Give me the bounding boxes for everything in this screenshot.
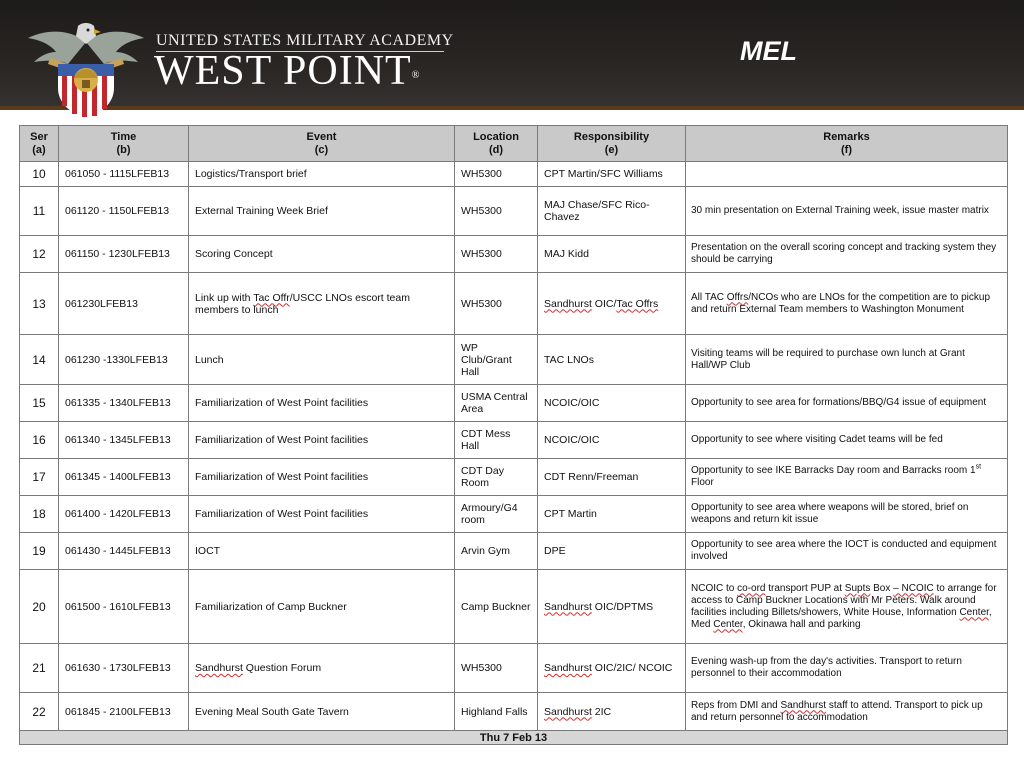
ser-cell: 21 [20, 644, 59, 693]
remarks-cell [686, 162, 1008, 187]
table-row [20, 273, 1008, 335]
time-cell: 061845 - 2100LFEB13 [59, 693, 189, 731]
event-cell: Sandhurst Question Forum [189, 644, 455, 693]
location-cell: CDT Mess Hall [455, 422, 538, 459]
location-cell: Highland Falls [455, 693, 538, 731]
ser-cell: 22 [20, 693, 59, 731]
remarks-cell: Visiting teams will be required to purchase own lunch at Grant Hall/WP Club [686, 335, 1008, 385]
ser-cell: 19 [20, 533, 59, 570]
ser-cell: 17 [20, 459, 59, 496]
remarks-cell: Opportunity to see where visiting Cadet teams will be fed [686, 422, 1008, 459]
time-cell: 061500 - 1610LFEB13 [59, 570, 189, 644]
responsibility-cell: CPT Martin/SFC Williams [538, 162, 686, 187]
event-cell: IOCT [189, 533, 455, 570]
col-event: Event (c) [189, 126, 455, 162]
table-footer-row [20, 731, 1008, 745]
table-row [20, 496, 1008, 533]
remarks-cell: NCOIC to co-ord transport PUP at Supts Box – NCOIC to arrange for access to Camp Buckner Locations with Mr Peters. Walk around facilities including Billets/showers, White House, Information Center, Med Center, Okinawa hall and parking [686, 570, 1008, 644]
west-point-crest-icon [22, 22, 150, 118]
location-cell: WH5300 [455, 236, 538, 273]
event-cell: Link up with Tac Offr/USCC LNOs escort team members to lunch [189, 273, 455, 335]
west-point-text: WEST POINT [154, 48, 412, 94]
location-cell: WH5300 [455, 187, 538, 236]
registered-mark: ® [411, 70, 421, 81]
time-cell: 061120 - 1150LFEB13 [59, 187, 189, 236]
table-row [20, 236, 1008, 273]
time-cell: 061630 - 1730LFEB13 [59, 644, 189, 693]
event-cell: Evening Meal South Gate Tavern [189, 693, 455, 731]
time-cell: 061335 - 1340LFEB13 [59, 385, 189, 422]
col-ser: Ser (a) [20, 126, 59, 162]
table-header [20, 126, 1008, 162]
location-cell: Camp Buckner [455, 570, 538, 644]
table-row [20, 644, 1008, 693]
location-cell: CDT Day Room [455, 459, 538, 496]
location-cell: WP Club/Grant Hall [455, 335, 538, 385]
location-cell: Armoury/G4 room [455, 496, 538, 533]
schedule-table [19, 125, 1008, 745]
col-responsibility: Responsibility (e) [538, 126, 686, 162]
event-cell: Scoring Concept [189, 236, 455, 273]
location-cell: WH5300 [455, 273, 538, 335]
remarks-cell: Opportunity to see area where weapons will be stored, brief on weapons and return kit issue [686, 496, 1008, 533]
table-row [20, 693, 1008, 731]
academy-name: UNITED STATES MILITARY ACADEMY [156, 32, 454, 49]
event-cell: Familiarization of Camp Buckner [189, 570, 455, 644]
time-cell: 061150 - 1230LFEB13 [59, 236, 189, 273]
responsibility-cell: Sandhurst OIC/2IC/ NCOIC [538, 644, 686, 693]
event-cell: Lunch [189, 335, 455, 385]
responsibility-cell: DPE [538, 533, 686, 570]
event-cell: External Training Week Brief [189, 187, 455, 236]
responsibility-cell: MAJ Chase/SFC Rico-Chavez [538, 187, 686, 236]
location-cell: WH5300 [455, 162, 538, 187]
ser-cell: 18 [20, 496, 59, 533]
remarks-cell: Presentation on the overall scoring concept and tracking system they should be carrying [686, 236, 1008, 273]
ser-cell: 13 [20, 273, 59, 335]
ser-cell: 10 [20, 162, 59, 187]
responsibility-cell: Sandhurst OIC/DPTMS [538, 570, 686, 644]
responsibility-cell: NCOIC/OIC [538, 422, 686, 459]
table-row [20, 570, 1008, 644]
event-cell: Familiarization of West Point facilities [189, 459, 455, 496]
event-cell: Logistics/Transport brief [189, 162, 455, 187]
time-cell: 061340 - 1345LFEB13 [59, 422, 189, 459]
event-cell: Familiarization of West Point facilities [189, 422, 455, 459]
ser-cell: 16 [20, 422, 59, 459]
location-cell: USMA Central Area [455, 385, 538, 422]
remarks-cell: Evening wash-up from the day's activities. Transport to return personnel to their accommodation [686, 644, 1008, 693]
responsibility-cell: Sandhurst OIC/Tac Offrs [538, 273, 686, 335]
time-cell: 061230 -1330LFEB13 [59, 335, 189, 385]
corner-title: MEL [740, 36, 797, 66]
table-row [20, 335, 1008, 385]
responsibility-cell: NCOIC/OIC [538, 385, 686, 422]
location-cell: WH5300 [455, 644, 538, 693]
location-cell: Arvin Gym [455, 533, 538, 570]
remarks-cell: 30 min presentation on External Training week, issue master matrix [686, 187, 1008, 236]
table-row [20, 533, 1008, 570]
remarks-cell: Opportunity to see IKE Barracks Day room and Barracks room 1st Floor [686, 459, 1008, 496]
responsibility-cell: MAJ Kidd [538, 236, 686, 273]
time-cell: 061400 - 1420LFEB13 [59, 496, 189, 533]
time-cell: 061345 - 1400LFEB13 [59, 459, 189, 496]
table-row [20, 162, 1008, 187]
remarks-cell: All TAC Offrs/NCOs who are LNOs for the competition are to pickup and return External Team members to Washington Monument [686, 273, 1008, 335]
responsibility-cell: CPT Martin [538, 496, 686, 533]
col-remarks: Remarks (f) [686, 126, 1008, 162]
ser-cell: 14 [20, 335, 59, 385]
responsibility-cell: Sandhurst 2IC [538, 693, 686, 731]
col-time: Time (b) [59, 126, 189, 162]
ser-cell: 11 [20, 187, 59, 236]
remarks-cell: Opportunity to see area where the IOCT is conducted and equipment involved [686, 533, 1008, 570]
remarks-cell: Opportunity to see area for formations/BBQ/G4 issue of equipment [686, 385, 1008, 422]
col-location: Location (d) [455, 126, 538, 162]
remarks-cell: Reps from DMI and Sandhurst staff to attend. Transport to pick up and return personnel to accommodation [686, 693, 1008, 731]
time-cell: 061050 - 1115LFEB13 [59, 162, 189, 187]
ser-cell: 12 [20, 236, 59, 273]
table-row [20, 422, 1008, 459]
event-cell: Familiarization of West Point facilities [189, 385, 455, 422]
header-banner [0, 0, 1024, 110]
event-cell: Familiarization of West Point facilities [189, 496, 455, 533]
ser-cell: 15 [20, 385, 59, 422]
table-row [20, 385, 1008, 422]
west-point-wordmark [154, 49, 420, 98]
day-label: Thu 7 Feb 13 [20, 731, 1008, 745]
time-cell: 061230LFEB13 [59, 273, 189, 335]
responsibility-cell: CDT Renn/Freeman [538, 459, 686, 496]
table-row [20, 187, 1008, 236]
ser-cell: 20 [20, 570, 59, 644]
time-cell: 061430 - 1445LFEB13 [59, 533, 189, 570]
table-row [20, 459, 1008, 496]
responsibility-cell: TAC LNOs [538, 335, 686, 385]
